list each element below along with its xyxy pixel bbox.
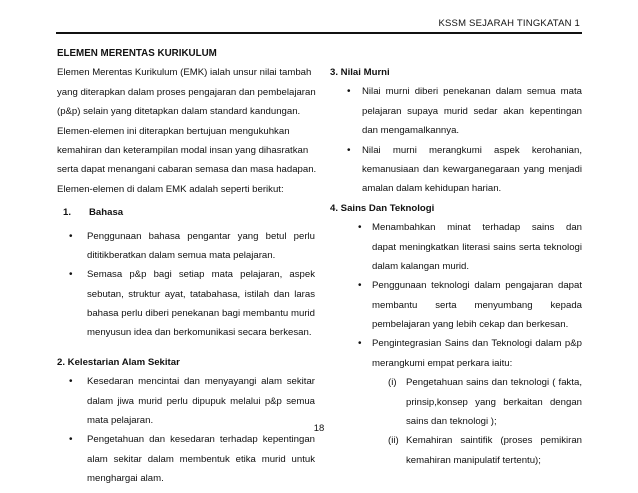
bullet-line: Nilai murni merangkumi aspek kerohanian,	[362, 144, 582, 156]
sub-item-line: Kemahiran saintifik (proses pemikiran	[406, 435, 582, 447]
intro-line: kemahiran dan keterampilan modal insan yang dihasratkan	[57, 144, 309, 156]
list-item	[57, 430, 315, 488]
bullet-line: merangkumi empat perkara iaitu:	[372, 357, 513, 369]
bullet-line: Semasa p&p bagi setiap mata pelajaran, aspek	[87, 269, 315, 281]
list-item	[330, 82, 582, 140]
right-column	[330, 63, 582, 470]
bullet-line: dititikberatkan dalam semua mata pelajaran.	[87, 249, 276, 261]
page-number: 18	[313, 423, 325, 434]
bullet-icon: •	[69, 230, 73, 242]
subsection-2-heading: 2. Kelestarian Alam Sekitar	[57, 356, 180, 368]
sub-item-line: prinsip,konsep yang berkaitan dengan	[406, 396, 582, 408]
left-column	[57, 44, 315, 489]
bullet-line: dalam jiwa murid perlu dipupuk melalui p&p semua	[87, 395, 315, 407]
intro-line: Elemen-elemen ini diterapkan bertujuan mengukuhkan	[57, 125, 290, 137]
bullet-icon: •	[358, 280, 362, 292]
intro-line: yang diterapkan dalam proses pengajaran dan pembelajaran	[57, 86, 316, 98]
bullet-icon: •	[358, 222, 362, 234]
sub-item-line: kemahiran manipulatif tertentu);	[406, 454, 541, 466]
subsection-1-heading	[57, 203, 315, 222]
bullet-line: sebutan, struktur ayat, tatabahasa, istilah dan laras	[87, 288, 315, 300]
list-item	[57, 265, 315, 343]
bullet-line: Penggunaan bahasa pengantar yang betul perlu	[87, 230, 315, 242]
bullet-icon: •	[347, 86, 351, 98]
subsection-label: Bahasa	[89, 207, 124, 219]
bahasa-bullets	[57, 227, 315, 343]
page-header: KSSM SEJARAH TINGKATAN 1	[438, 18, 580, 29]
intro-line: serta dapat menangani cabaran semasa dan masa hadapan.	[57, 164, 317, 176]
bullet-line: dan mengamalkannya.	[362, 125, 460, 137]
bullet-icon: •	[347, 144, 351, 156]
bullet-line: pembelajaran yang lebih cekap dan berkesan.	[372, 319, 569, 331]
list-item	[330, 141, 582, 199]
list-item	[330, 276, 582, 334]
bullet-line: pelajaran supaya murid sedar akan kepentingan	[362, 105, 582, 117]
bullet-line: membantu serta menyumbang kepada	[372, 299, 582, 311]
bullet-line: kemanusiaan dan kewarganegaraan yang menjadi	[362, 163, 582, 175]
bullet-icon: •	[69, 434, 73, 446]
bullet-line: Pengetahuan dan kesedaran terhadap kepentingan	[87, 434, 315, 446]
header-rule	[56, 32, 582, 34]
sub-list-item	[330, 431, 582, 470]
intro-line: Elemen-elemen di dalam EMK adalah seperti berikut:	[57, 183, 284, 195]
bullet-line: Menambahkan minat terhadap sains dan	[372, 222, 582, 234]
bullet-line: menghargai alam.	[87, 473, 164, 485]
bullet-line: Nilai murni diberi penekanan dalam semua mata	[362, 86, 582, 98]
bullet-icon: •	[358, 338, 362, 350]
subsection-4-heading: 4. Sains Dan Teknologi	[330, 202, 435, 214]
sub-item-label: (i)	[388, 377, 397, 389]
bullet-line: mata pelajaran.	[87, 415, 154, 427]
bullet-line: Pengintegrasian Sains dan Teknologi dalam p&p	[372, 338, 582, 350]
nilai-murni-bullets	[330, 82, 582, 198]
intro-paragraph	[57, 63, 315, 199]
sub-item-line: sains dan teknologi );	[406, 416, 497, 428]
section-title: ELEMEN MERENTAS KURIKULUM	[57, 48, 217, 59]
bullet-line: menyusun idea dan berkomunikasi secara berkesan.	[87, 327, 312, 339]
bullet-line: alam sekitar dalam membentuk etika murid untuk	[87, 453, 315, 465]
bullet-line: amalan dalam kehidupan harian.	[362, 183, 502, 195]
sub-item-label: (ii)	[388, 435, 399, 447]
subsection-3-heading: 3. Nilai Murni	[330, 67, 390, 78]
bullet-icon: •	[69, 376, 73, 388]
list-item	[57, 227, 315, 266]
subsection-number: 1.	[63, 207, 72, 219]
intro-line: (p&p) selain yang ditetapkan dalam standard kandungan.	[57, 106, 301, 118]
list-item	[330, 334, 582, 373]
bullet-line: Penggunaan teknologi dalam pengajaran dapat	[372, 280, 582, 292]
bullet-icon: •	[69, 269, 73, 281]
bullet-line: dalam kalangan murid.	[372, 260, 470, 272]
bullet-line: bahasa perlu diberi penekanan bagi membantu murid	[87, 308, 315, 320]
bullet-line: Kesedaran mencintai dan menyayangi alam sekitar	[87, 376, 315, 388]
sub-item-line: Pengetahuan sains dan teknologi ( fakta,	[406, 377, 582, 389]
bullet-line: dapat meningkatkan literasi sains serta teknologi	[372, 241, 582, 253]
list-item	[330, 218, 582, 276]
intro-line: Elemen Merentas Kurikulum (EMK) ialah unsur nilai tambah	[57, 67, 312, 79]
list-item	[57, 372, 315, 430]
